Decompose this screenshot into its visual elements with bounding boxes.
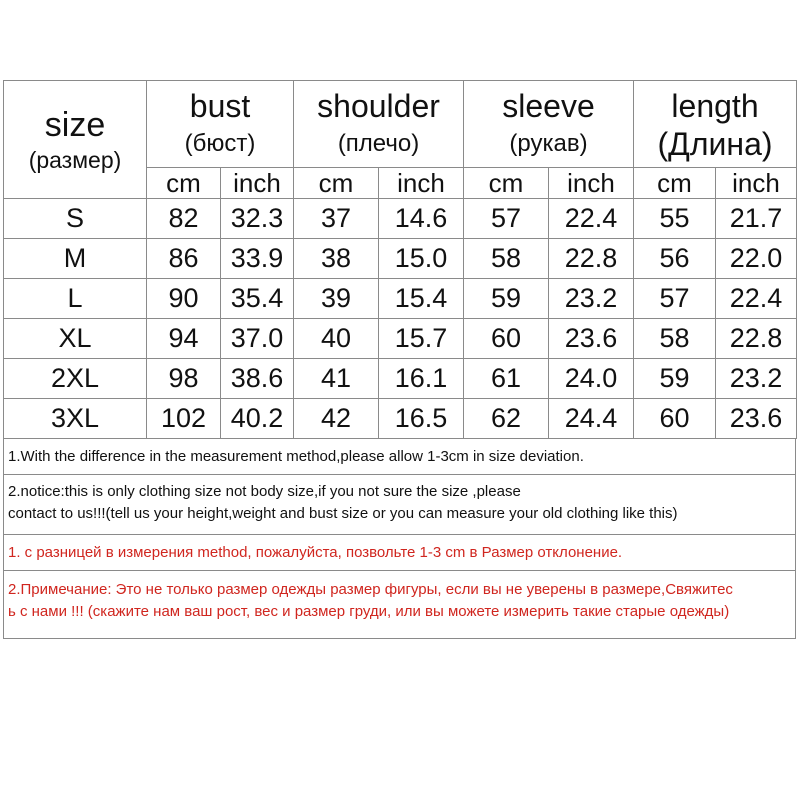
value-cell: 62 [464,399,549,439]
unit-cell: inch [549,168,634,199]
length-header [634,81,797,168]
value-cell: 40.2 [221,399,294,439]
value-cell: 14.6 [379,199,464,239]
size-cell: L [4,279,147,319]
size-header-ru: (размер) [28,146,122,173]
value-cell: 58 [634,319,716,359]
value-cell: 32.3 [221,199,294,239]
bust-header-en: bust [189,88,251,124]
value-cell: 57 [634,279,716,319]
value-cell: 41 [294,359,379,399]
bust-header [147,81,294,168]
size-chart [3,80,796,639]
value-cell: 23.2 [549,279,634,319]
unit-cell: cm [294,168,379,199]
value-cell: 98 [147,359,221,399]
value-cell: 37.0 [221,319,294,359]
value-cell: 40 [294,319,379,359]
notes [3,439,796,639]
value-cell: 61 [464,359,549,399]
value-cell: 37 [294,199,379,239]
value-cell: 16.5 [379,399,464,439]
value-cell: 15.7 [379,319,464,359]
size-cell: 2XL [4,359,147,399]
size-cell: XL [4,319,147,359]
value-cell: 35.4 [221,279,294,319]
value-cell: 59 [634,359,716,399]
header-row [4,81,797,168]
unit-cell: inch [716,168,797,199]
note-2-line-1: 2.notice:this is only clothing size not body size,if you not sure the size ,please [8,483,521,500]
note-3-ru [4,535,795,571]
value-cell: 90 [147,279,221,319]
value-cell: 60 [634,399,716,439]
bust-header-ru: (бюст) [184,130,256,157]
size-header [4,81,147,199]
value-cell: 82 [147,199,221,239]
value-cell: 42 [294,399,379,439]
value-cell: 38 [294,239,379,279]
table-row [4,399,797,439]
note-2-line-2: contact to us!!!(tell us your height,weight and bust size or you can measure your old clothing like this) [8,505,678,522]
value-cell: 86 [147,239,221,279]
table-row [4,199,797,239]
unit-cell: cm [147,168,221,199]
value-cell: 22.0 [716,239,797,279]
size-table [3,80,797,439]
value-cell: 39 [294,279,379,319]
length-header-en: length [671,88,759,124]
table-row [4,239,797,279]
sleeve-header-en: sleeve [502,88,595,124]
table-row [4,359,797,399]
size-cell: S [4,199,147,239]
value-cell: 23.6 [716,399,797,439]
shoulder-header-ru: (плечо) [337,130,420,157]
note-1 [4,439,795,475]
value-cell: 57 [464,199,549,239]
note-4-line-2: ь с нами !!! (скажите нам ваш рост, вес и размер груди, или вы можете измерить такие старые одежды) [8,603,730,620]
table-row [4,279,797,319]
note-1-text: 1.With the difference in the measurement method,please allow 1-3cm in size deviation. [8,448,584,465]
size-cell: M [4,239,147,279]
value-cell: 38.6 [221,359,294,399]
value-cell: 16.1 [379,359,464,399]
value-cell: 22.8 [549,239,634,279]
value-cell: 94 [147,319,221,359]
value-cell: 55 [634,199,716,239]
sleeve-header [464,81,634,168]
value-cell: 22.8 [716,319,797,359]
shoulder-header [294,81,464,168]
note-4-ru [4,571,795,639]
length-header-ru: (Длина) [657,126,773,162]
value-cell: 23.2 [716,359,797,399]
table-row [4,319,797,359]
value-cell: 24.4 [549,399,634,439]
value-cell: 22.4 [716,279,797,319]
shoulder-header-en: shoulder [317,88,440,124]
value-cell: 15.0 [379,239,464,279]
unit-cell: inch [379,168,464,199]
size-header-en: size [44,105,106,144]
unit-cell: cm [464,168,549,199]
note-3-text: 1. с разницей в измерения method, пожалуйста, позвольте 1-3 cm в Размер отклонение. [8,544,623,561]
table-body [4,199,797,439]
value-cell: 21.7 [716,199,797,239]
value-cell: 58 [464,239,549,279]
value-cell: 33.9 [221,239,294,279]
value-cell: 59 [464,279,549,319]
note-4-line-1: 2.Примечание: Это не только размер одежды размер фигуры, если вы не уверены в размере,Свяжитес [8,581,733,598]
size-cell: 3XL [4,399,147,439]
note-2 [4,475,795,535]
unit-cell: cm [634,168,716,199]
value-cell: 15.4 [379,279,464,319]
value-cell: 102 [147,399,221,439]
sleeve-header-ru: (рукав) [509,130,588,157]
value-cell: 60 [464,319,549,359]
value-cell: 24.0 [549,359,634,399]
unit-cell: inch [221,168,294,199]
value-cell: 22.4 [549,199,634,239]
value-cell: 23.6 [549,319,634,359]
value-cell: 56 [634,239,716,279]
